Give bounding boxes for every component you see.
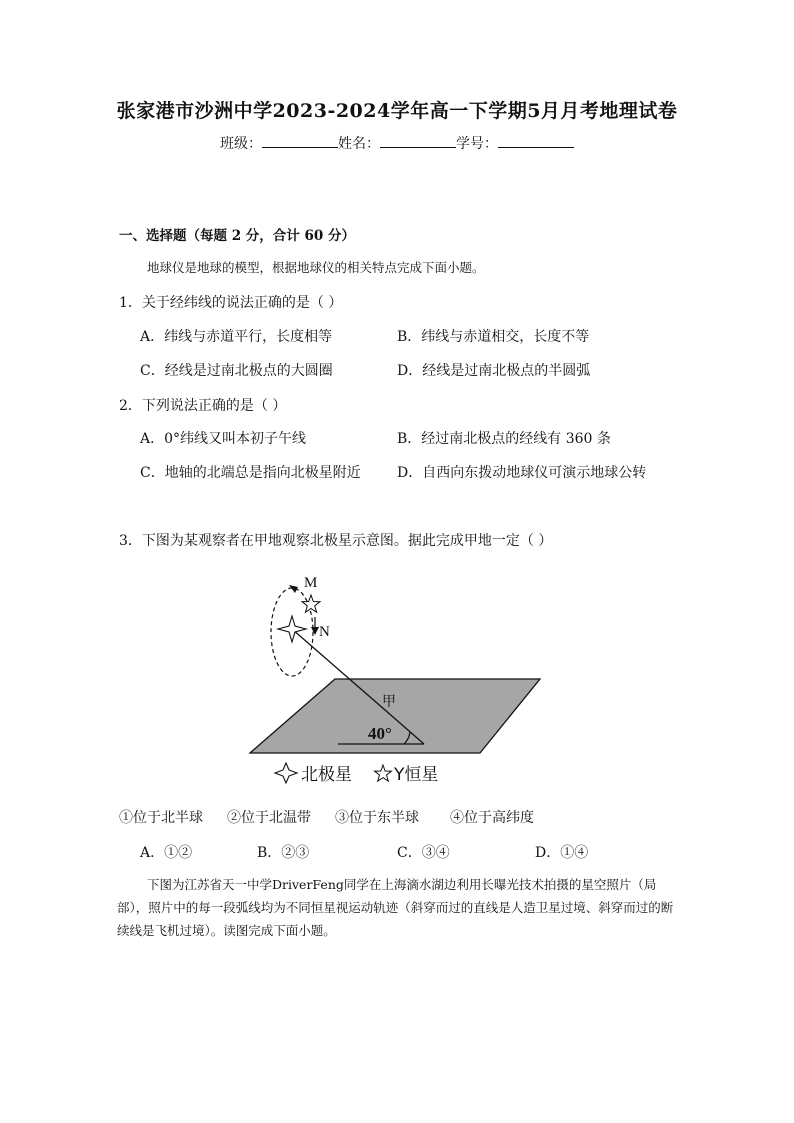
label-n: N [319,624,330,640]
student-info-fields [0,133,794,153]
reading-passage [117,873,682,942]
q1-option-a[interactable]: A．纬线与赤道平行，长度相等 [140,329,333,345]
ground-plane [250,679,540,753]
legend-polaris-icon [275,763,297,783]
y-star-icon [302,595,320,612]
q2-option-c[interactable]: C．地轴的北端总是指向北极星附近 [140,465,361,481]
legend-star-label: Y恒星 [394,765,439,785]
q3-option-c[interactable]: C．③④ [397,845,450,861]
polaris-observation-figure [240,566,550,788]
q2-option-d[interactable]: D．自西向东拨动地球仪可演示地球公转 [397,465,647,481]
legend-polaris-label: 北极星 [301,765,352,785]
q3-option-d[interactable]: D．①④ [535,845,589,861]
page-title: 张家港市沙洲中学2023-2024学年高一下学期5月月考地理试卷 [116,100,678,122]
q3-statement-4: ④位于高纬度 [450,810,534,826]
q2-option-b[interactable]: B．经过南北极点的经线有 360 条 [397,431,611,447]
q3-statement-3: ③位于东半球 [335,810,419,826]
q3-option-b[interactable]: B．②③ [257,845,310,861]
section-intro: 地球仪是地球的模型，根据地球仪的相关特点完成下面小题。 [147,260,485,275]
label-m: M [304,575,318,591]
q1-option-d[interactable]: D．经线是过南北极点的半圆弧 [397,363,591,379]
label-jia: 甲 [382,694,396,710]
q1-option-c[interactable]: C．经线是过南北极点的大圆圈 [140,363,333,379]
angle-label: 40° [368,724,392,743]
orbit-arrow-icon [289,585,298,593]
name-blank[interactable] [380,135,456,148]
n-arrow-icon [311,627,319,635]
legend-star-icon [375,765,392,781]
q3-stem: 3．下图为某观察者在甲地观察北极星示意图。据此完成甲地一定（ ） [119,533,553,549]
section-heading: 一、选择题（每题 2 分，合计 60 分） [119,228,355,244]
passage-text: 下图为江苏省天一中学DriverFeng同学在上海滴水湖边利用长曝光技术拍摄的星空照片（局部），照片中的每一段弧线均为不同恒星视运动轨迹（斜穿而过的直线是人造卫星过境、斜穿而过的断续线是飞机过境）。读图完成下面小题。 [117,877,674,938]
q1-option-b[interactable]: B．纬线与赤道相交，长度不等 [397,329,590,345]
q1-stem: 1．关于经纬线的说法正确的是（ ） [119,295,343,311]
name-label: 姓名： [338,136,380,152]
q2-stem: 2．下列说法正确的是（ ） [119,398,287,414]
q3-statement-1: ①位于北半球 [119,810,203,826]
class-blank[interactable] [262,135,338,148]
q2-option-a[interactable]: A．0°纬线又叫本初子午线 [140,431,307,447]
q3-option-a[interactable]: A．①② [140,845,193,861]
q3-statement-2: ②位于北温带 [227,810,311,826]
id-label: 学号： [456,136,498,152]
id-blank[interactable] [498,135,574,148]
class-label: 班级： [220,136,262,152]
